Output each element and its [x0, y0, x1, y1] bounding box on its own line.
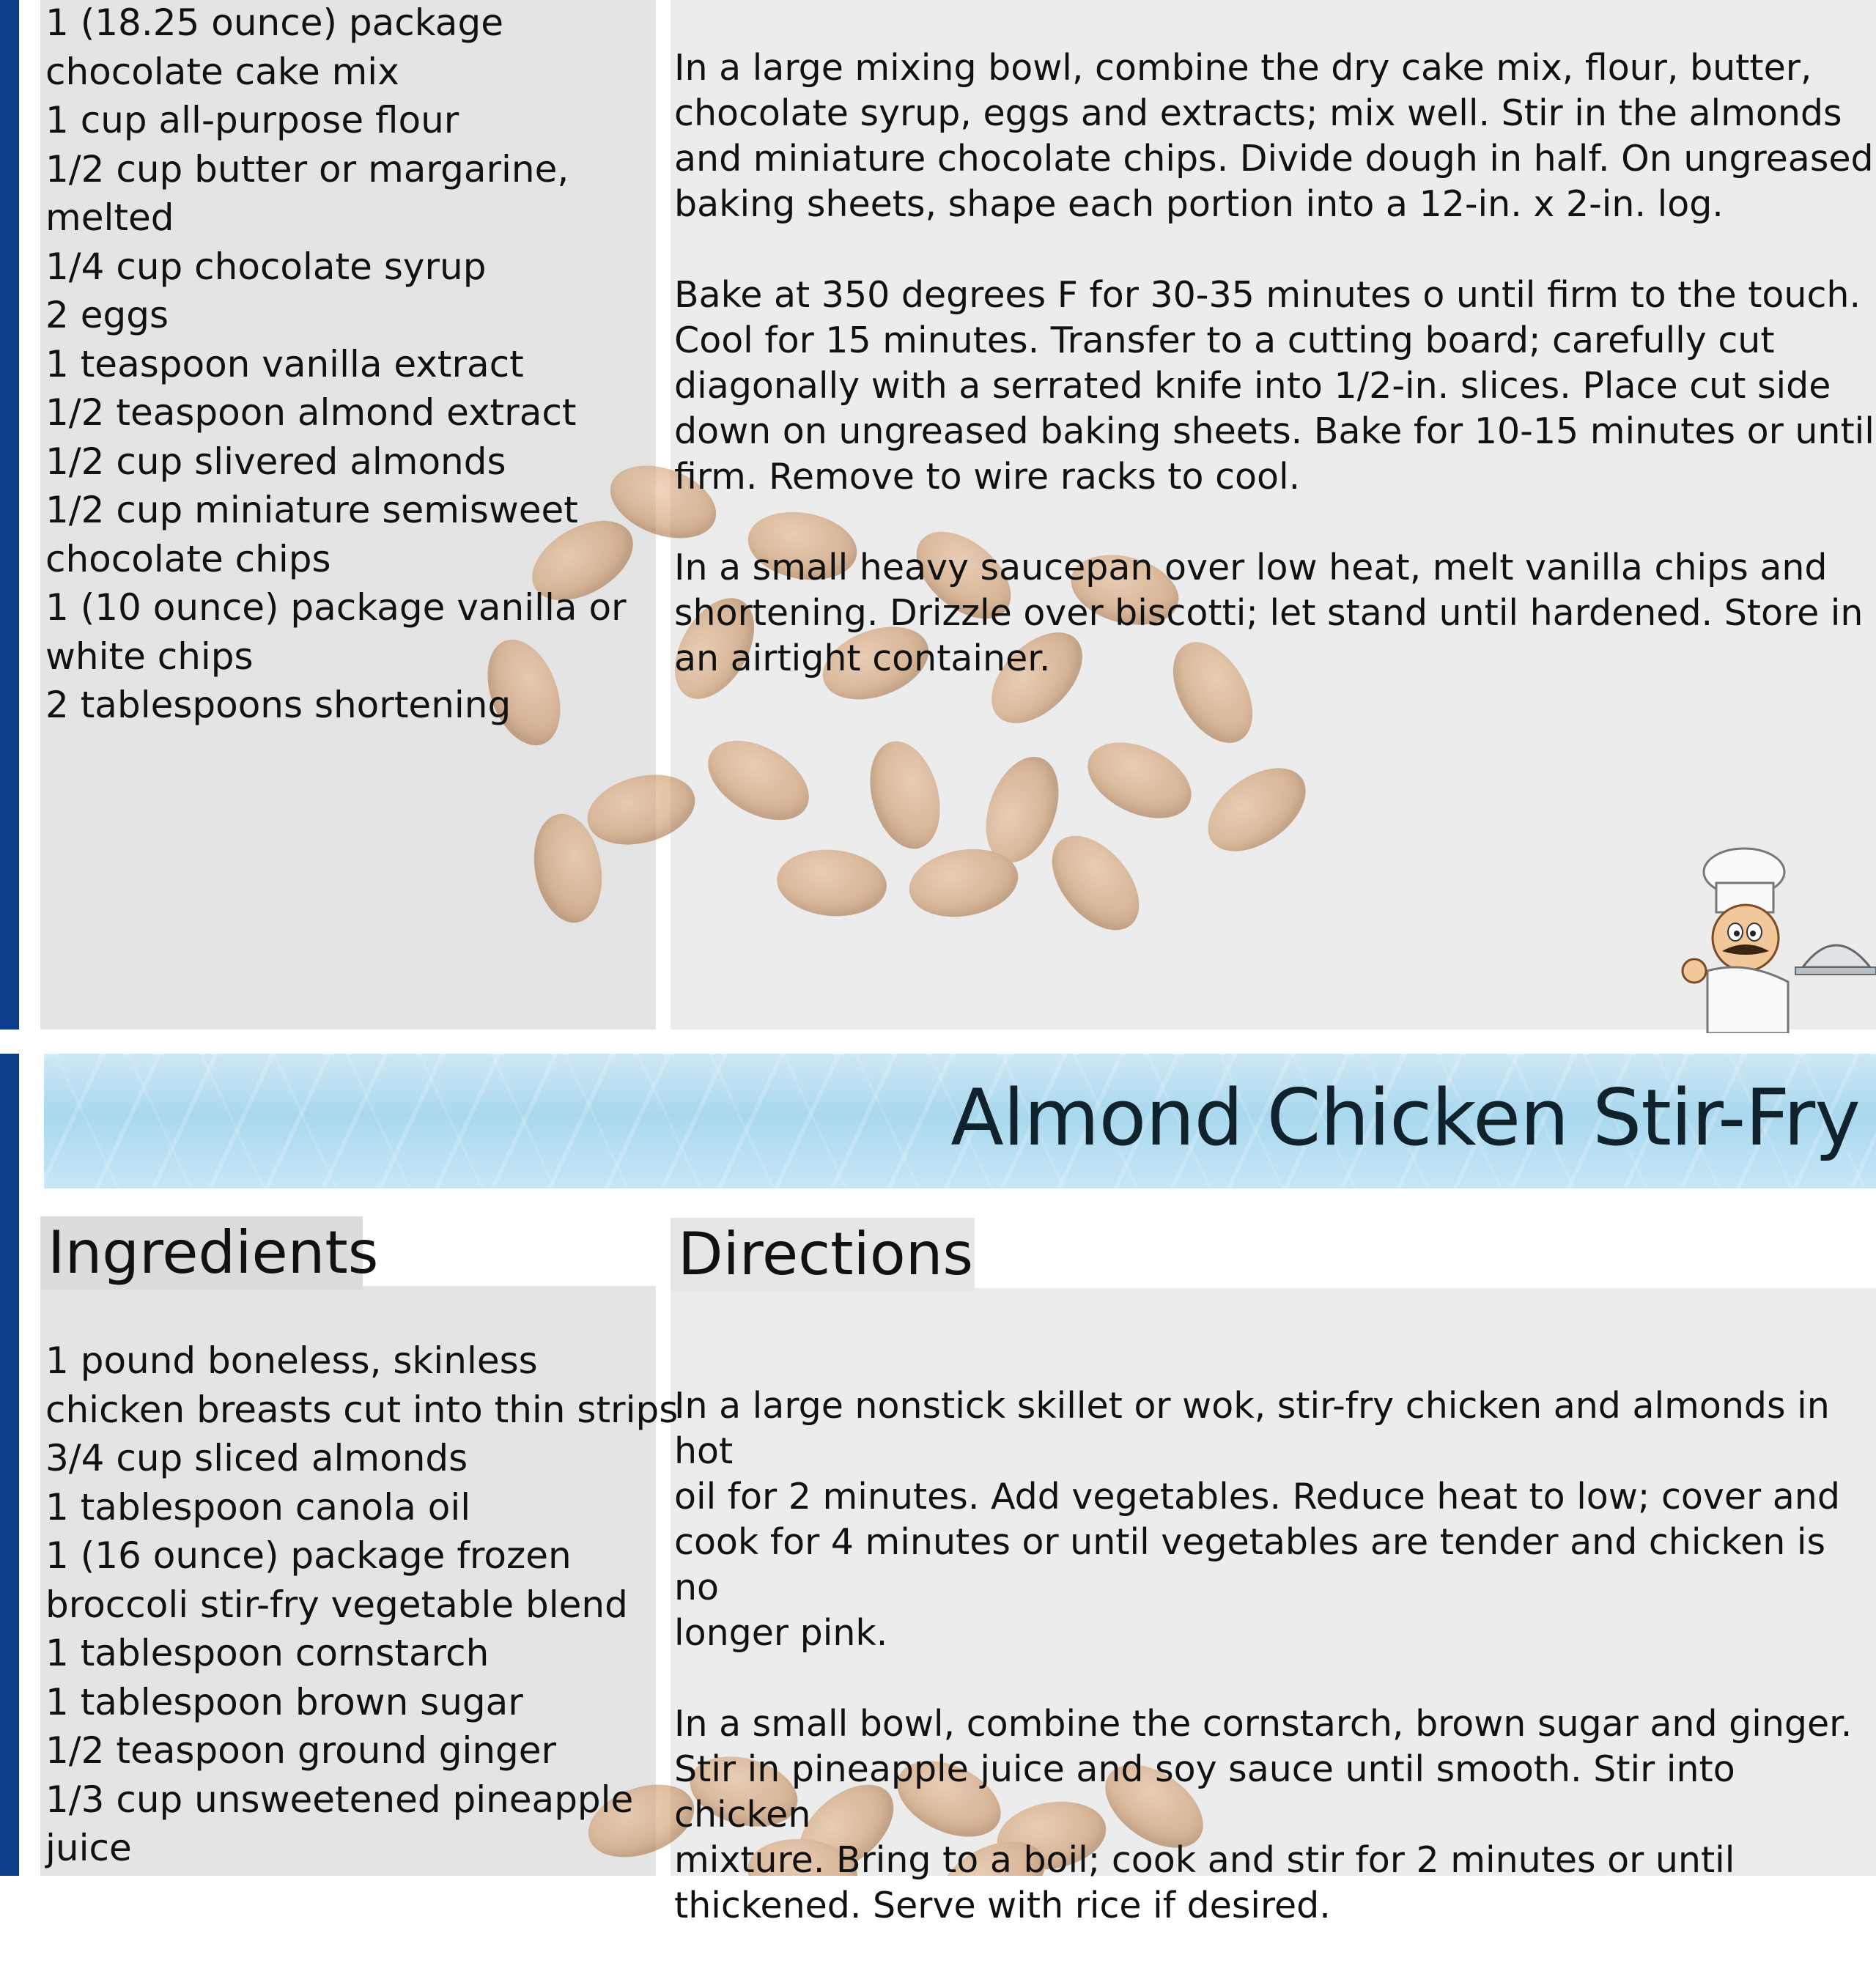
ingredient-line: 1/2 cup slivered almonds	[45, 440, 506, 483]
direction-line: down on ungreased baking sheets. Bake for 10-15 minutes or until	[674, 410, 1875, 452]
ingredient-line: 1 pound boneless, skinless	[45, 1339, 538, 1382]
ingredient-line: 1/2 teaspoon almond extract	[45, 391, 577, 434]
ingredient-line: 1/2 teaspoon ground ginger	[45, 1729, 557, 1772]
ingredient-line: 1/3 cup unsweetened pineapple	[45, 1778, 634, 1821]
direction-line: diagonally with a serrated knife into 1/2-in. slices. Place cut side	[674, 365, 1831, 407]
recipe-title-banner	[44, 1054, 1876, 1189]
left-accent-rule-bottom	[0, 1054, 19, 1876]
ingredient-line: juice	[45, 1827, 132, 1869]
ingredient-line: chocolate cake mix	[45, 50, 399, 93]
chef-icon	[1678, 843, 1876, 1033]
direction-line: oil for 2 minutes. Add vegetables. Reduce heat to low; cover and	[674, 1476, 1840, 1518]
directions-text-2	[674, 1338, 1876, 1974]
ingredient-line: 2 eggs	[45, 294, 169, 336]
ingredient-line: 1/4 cup chocolate syrup	[45, 245, 487, 288]
recipe-title: Almond Chicken Stir-Fry	[950, 1073, 1860, 1163]
direction-line: chocolate syrup, eggs and extracts; mix well. Stir in the almonds	[674, 92, 1842, 134]
ingredients-list-2	[45, 1337, 678, 1873]
direction-line: mixture. Bring to a boil; cook and stir for 2 minutes or until	[674, 1839, 1735, 1881]
direction-line: thickened. Serve with rice if desired.	[674, 1885, 1331, 1926]
ingredient-line: 1 cup all-purpose flour	[45, 99, 459, 141]
directions-text-1	[674, 0, 1875, 727]
ingredient-line: 2 tablespoons shortening	[45, 684, 512, 726]
left-accent-rule-top	[0, 0, 19, 1029]
ingredient-line: broccoli stir-fry vegetable blend	[45, 1583, 628, 1626]
direction-line: cook for 4 minutes or until vegetables are tender and chicken is no	[674, 1521, 1825, 1608]
ingredient-line: 1 tablespoon brown sugar	[45, 1680, 523, 1723]
ingredient-line: 1 tablespoon cornstarch	[45, 1632, 490, 1674]
ingredient-line: white chips	[45, 635, 254, 678]
directions-heading: Directions	[671, 1218, 975, 1291]
ingredient-line: chocolate chips	[45, 537, 331, 580]
ingredients-list-1	[45, 0, 627, 730]
direction-line: shortening. Drizzle over biscotti; let stand until hardened. Store in	[674, 592, 1864, 634]
ingredient-line: 1 (10 ounce) package vanilla or	[45, 586, 627, 629]
ingredient-line: 1 (18.25 ounce) package	[45, 1, 503, 44]
direction-line: Stir in pineapple juice and soy sauce until smooth. Stir into chicken	[674, 1748, 1735, 1836]
direction-line: Bake at 350 degrees F for 30-35 minutes o until firm to the touch.	[674, 274, 1861, 316]
ingredient-line: chicken breasts cut into thin strips	[45, 1388, 679, 1431]
direction-line: In a small heavy saucepan over low heat, melt vanilla chips and	[674, 547, 1828, 588]
direction-line: In a small bowl, combine the cornstarch, brown sugar and ginger.	[674, 1703, 1853, 1745]
direction-line: an airtight container.	[674, 637, 1051, 679]
ingredients-heading: Ingredients	[40, 1216, 363, 1290]
ingredient-line: 1 (16 ounce) package frozen	[45, 1534, 572, 1577]
direction-line: In a large nonstick skillet or wok, stir-fry chicken and almonds in hot	[674, 1385, 1830, 1472]
direction-line: In a large mixing bowl, combine the dry cake mix, flour, butter,	[674, 47, 1812, 89]
direction-line: Cool for 15 minutes. Transfer to a cutting board; carefully cut	[674, 319, 1775, 361]
ingredient-line: 1/2 cup butter or margarine,	[45, 147, 569, 191]
ingredient-line: 3/4 cup sliced almonds	[45, 1437, 468, 1479]
ingredient-line: 1 teaspoon vanilla extract	[45, 342, 524, 385]
ingredient-line: 1/2 cup miniature semisweet	[45, 489, 578, 531]
direction-line: baking sheets, shape each portion into a 12-in. x 2-in. log.	[674, 183, 1724, 225]
ingredient-line: melted	[45, 196, 174, 239]
direction-line: and miniature chocolate chips. Divide dough in half. On ungreased	[674, 138, 1874, 180]
direction-line: longer pink.	[674, 1612, 888, 1654]
direction-line: firm. Remove to wire racks to cool.	[674, 456, 1301, 498]
ingredient-line: 1 tablespoon canola oil	[45, 1485, 471, 1528]
